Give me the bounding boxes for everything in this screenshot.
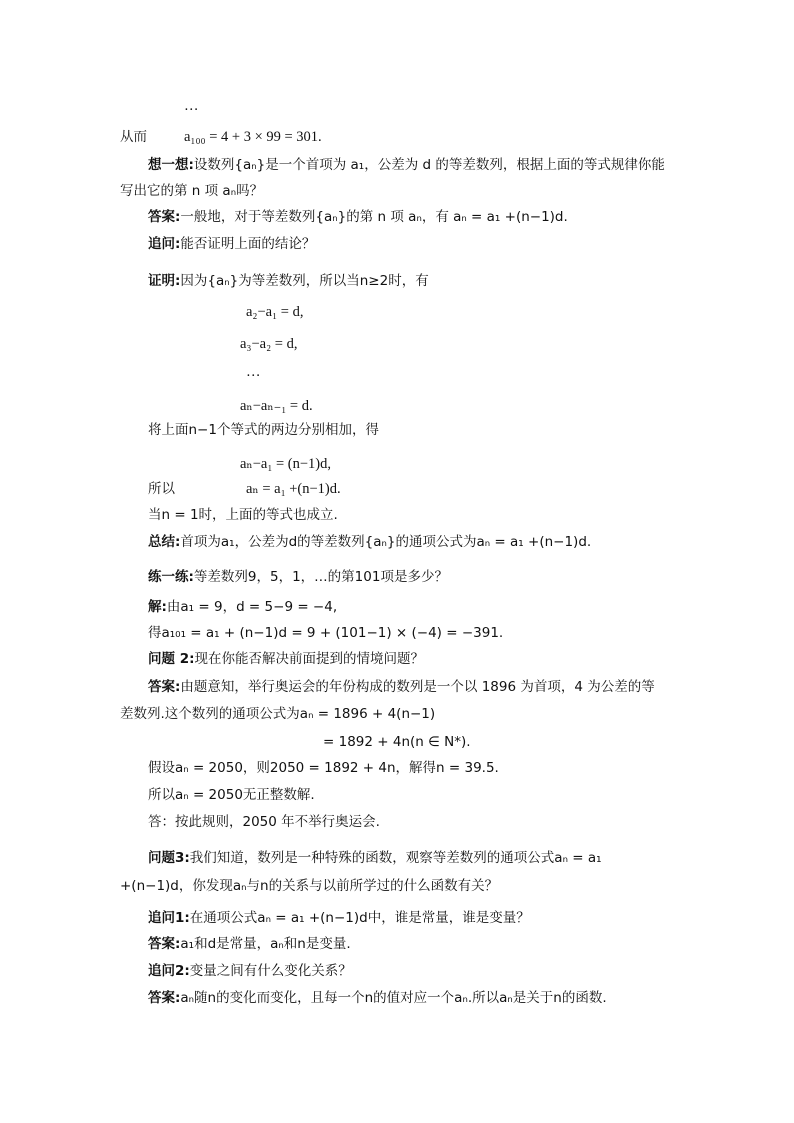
ellipsis-line: … xyxy=(246,364,261,380)
text-line: 所以aₙ = 2050无正整数解. xyxy=(148,787,315,803)
section-label: 解: xyxy=(148,599,167,615)
section-label: 追问: xyxy=(148,236,181,252)
text-line: 写出它的第 n 项 aₙ吗？ xyxy=(120,183,264,199)
text-line: 追问:能否证明上面的结论？ xyxy=(148,236,316,252)
section-label: 问题 2: xyxy=(148,651,195,667)
equation-line: a₂−a₁ = d, xyxy=(246,304,304,320)
text-line: 想一想:设数列{aₙ}是一个首项为 a₁，公差为 d 的等差数列，根据上面的等式规律你能 xyxy=(148,157,665,173)
section-label: 想一想: xyxy=(148,157,194,173)
section-label: 答案: xyxy=(148,936,181,952)
section-label: 追问2: xyxy=(148,963,190,979)
text-line: 总结:首项为a₁，公差为d的等差数列{aₙ}的通项公式为aₙ = a₁ +(n−1)d. xyxy=(148,534,592,550)
section-label: 练一练: xyxy=(148,569,194,585)
text-line: 解:由a₁ = 9，d = 5−9 = −4, xyxy=(148,599,338,615)
text-line: 答案:一般地，对于等差数列{aₙ}的第 n 项 aₙ，有 aₙ = a₁ +(n−1)d. xyxy=(148,209,568,225)
text-line: = 1892 + 4n(n ∈ N*). xyxy=(323,734,471,750)
text-line: 练一练:等差数列9，5，1，…的第101项是多少？ xyxy=(148,569,448,585)
text-line: 将上面n−1个等式的两边分别相加，得 xyxy=(148,422,379,438)
text-line: 问题 2:现在你能否解决前面提到的情境问题？ xyxy=(148,651,424,667)
text-line: 证明:因为{aₙ}为等差数列，所以当n≥2时，有 xyxy=(148,273,429,289)
section-label: 问题3: xyxy=(148,850,190,866)
text-line: 追问1:在通项公式aₙ = a₁ +(n−1)d中，谁是常量，谁是变量？ xyxy=(148,910,530,926)
text-line: +(n−1)d，你发现aₙ与n的关系与以前所学过的什么函数有关？ xyxy=(120,878,499,894)
text-line: 得a₁₀₁ = a₁ + (n−1)d = 9 + (101−1) × (−4) = −391. xyxy=(148,625,504,641)
text-line: 答案:aₙ随n的变化而变化，且每一个n的值对应一个aₙ.所以aₙ是关于n的函数. xyxy=(148,990,607,1006)
text-line: 答案:由题意知，举行奥运会的年份构成的数列是一个以 1896 为首项，4 为公差的等 xyxy=(148,679,655,695)
section-label: 答案: xyxy=(148,990,181,1006)
text-line: 差数列.这个数列的通项公式为aₙ = 1896 + 4(n−1) xyxy=(120,706,436,722)
text-line: 答：按此规则，2050 年不举行奥运会. xyxy=(148,814,380,830)
equation-line: aₙ−aₙ₋₁ = d. xyxy=(240,398,313,414)
text-line: 问题3:我们知道，数列是一种特殊的函数，观察等差数列的通项公式aₙ = a₁ xyxy=(148,850,602,866)
text-line: 当n = 1时，上面的等式也成立. xyxy=(148,507,338,523)
equation-line: a₃−a₂ = d, xyxy=(240,336,298,352)
section-label: 证明: xyxy=(148,273,181,289)
section-label: 答案: xyxy=(148,679,181,695)
section-label: 追问1: xyxy=(148,910,190,926)
equation-line: a₁₀₀ = 4 + 3 × 99 = 301. xyxy=(184,129,322,145)
text-line: 假设aₙ = 2050，则2050 = 1892 + 4n，解得n = 39.5. xyxy=(148,760,499,776)
text-line: 所以 xyxy=(148,481,175,497)
equation-line: aₙ = a₁ +(n−1)d. xyxy=(246,481,341,497)
text-line: 追问2:变量之间有什么变化关系？ xyxy=(148,963,352,979)
section-label: 总结: xyxy=(148,534,181,550)
text-line: 答案:a₁和d是常量，aₙ和n是变量. xyxy=(148,936,351,952)
ellipsis-line: … xyxy=(184,98,199,114)
text-line: 从而 xyxy=(120,129,147,145)
equation-line: aₙ−a₁ = (n−1)d, xyxy=(240,456,332,472)
section-label: 答案: xyxy=(148,209,181,225)
